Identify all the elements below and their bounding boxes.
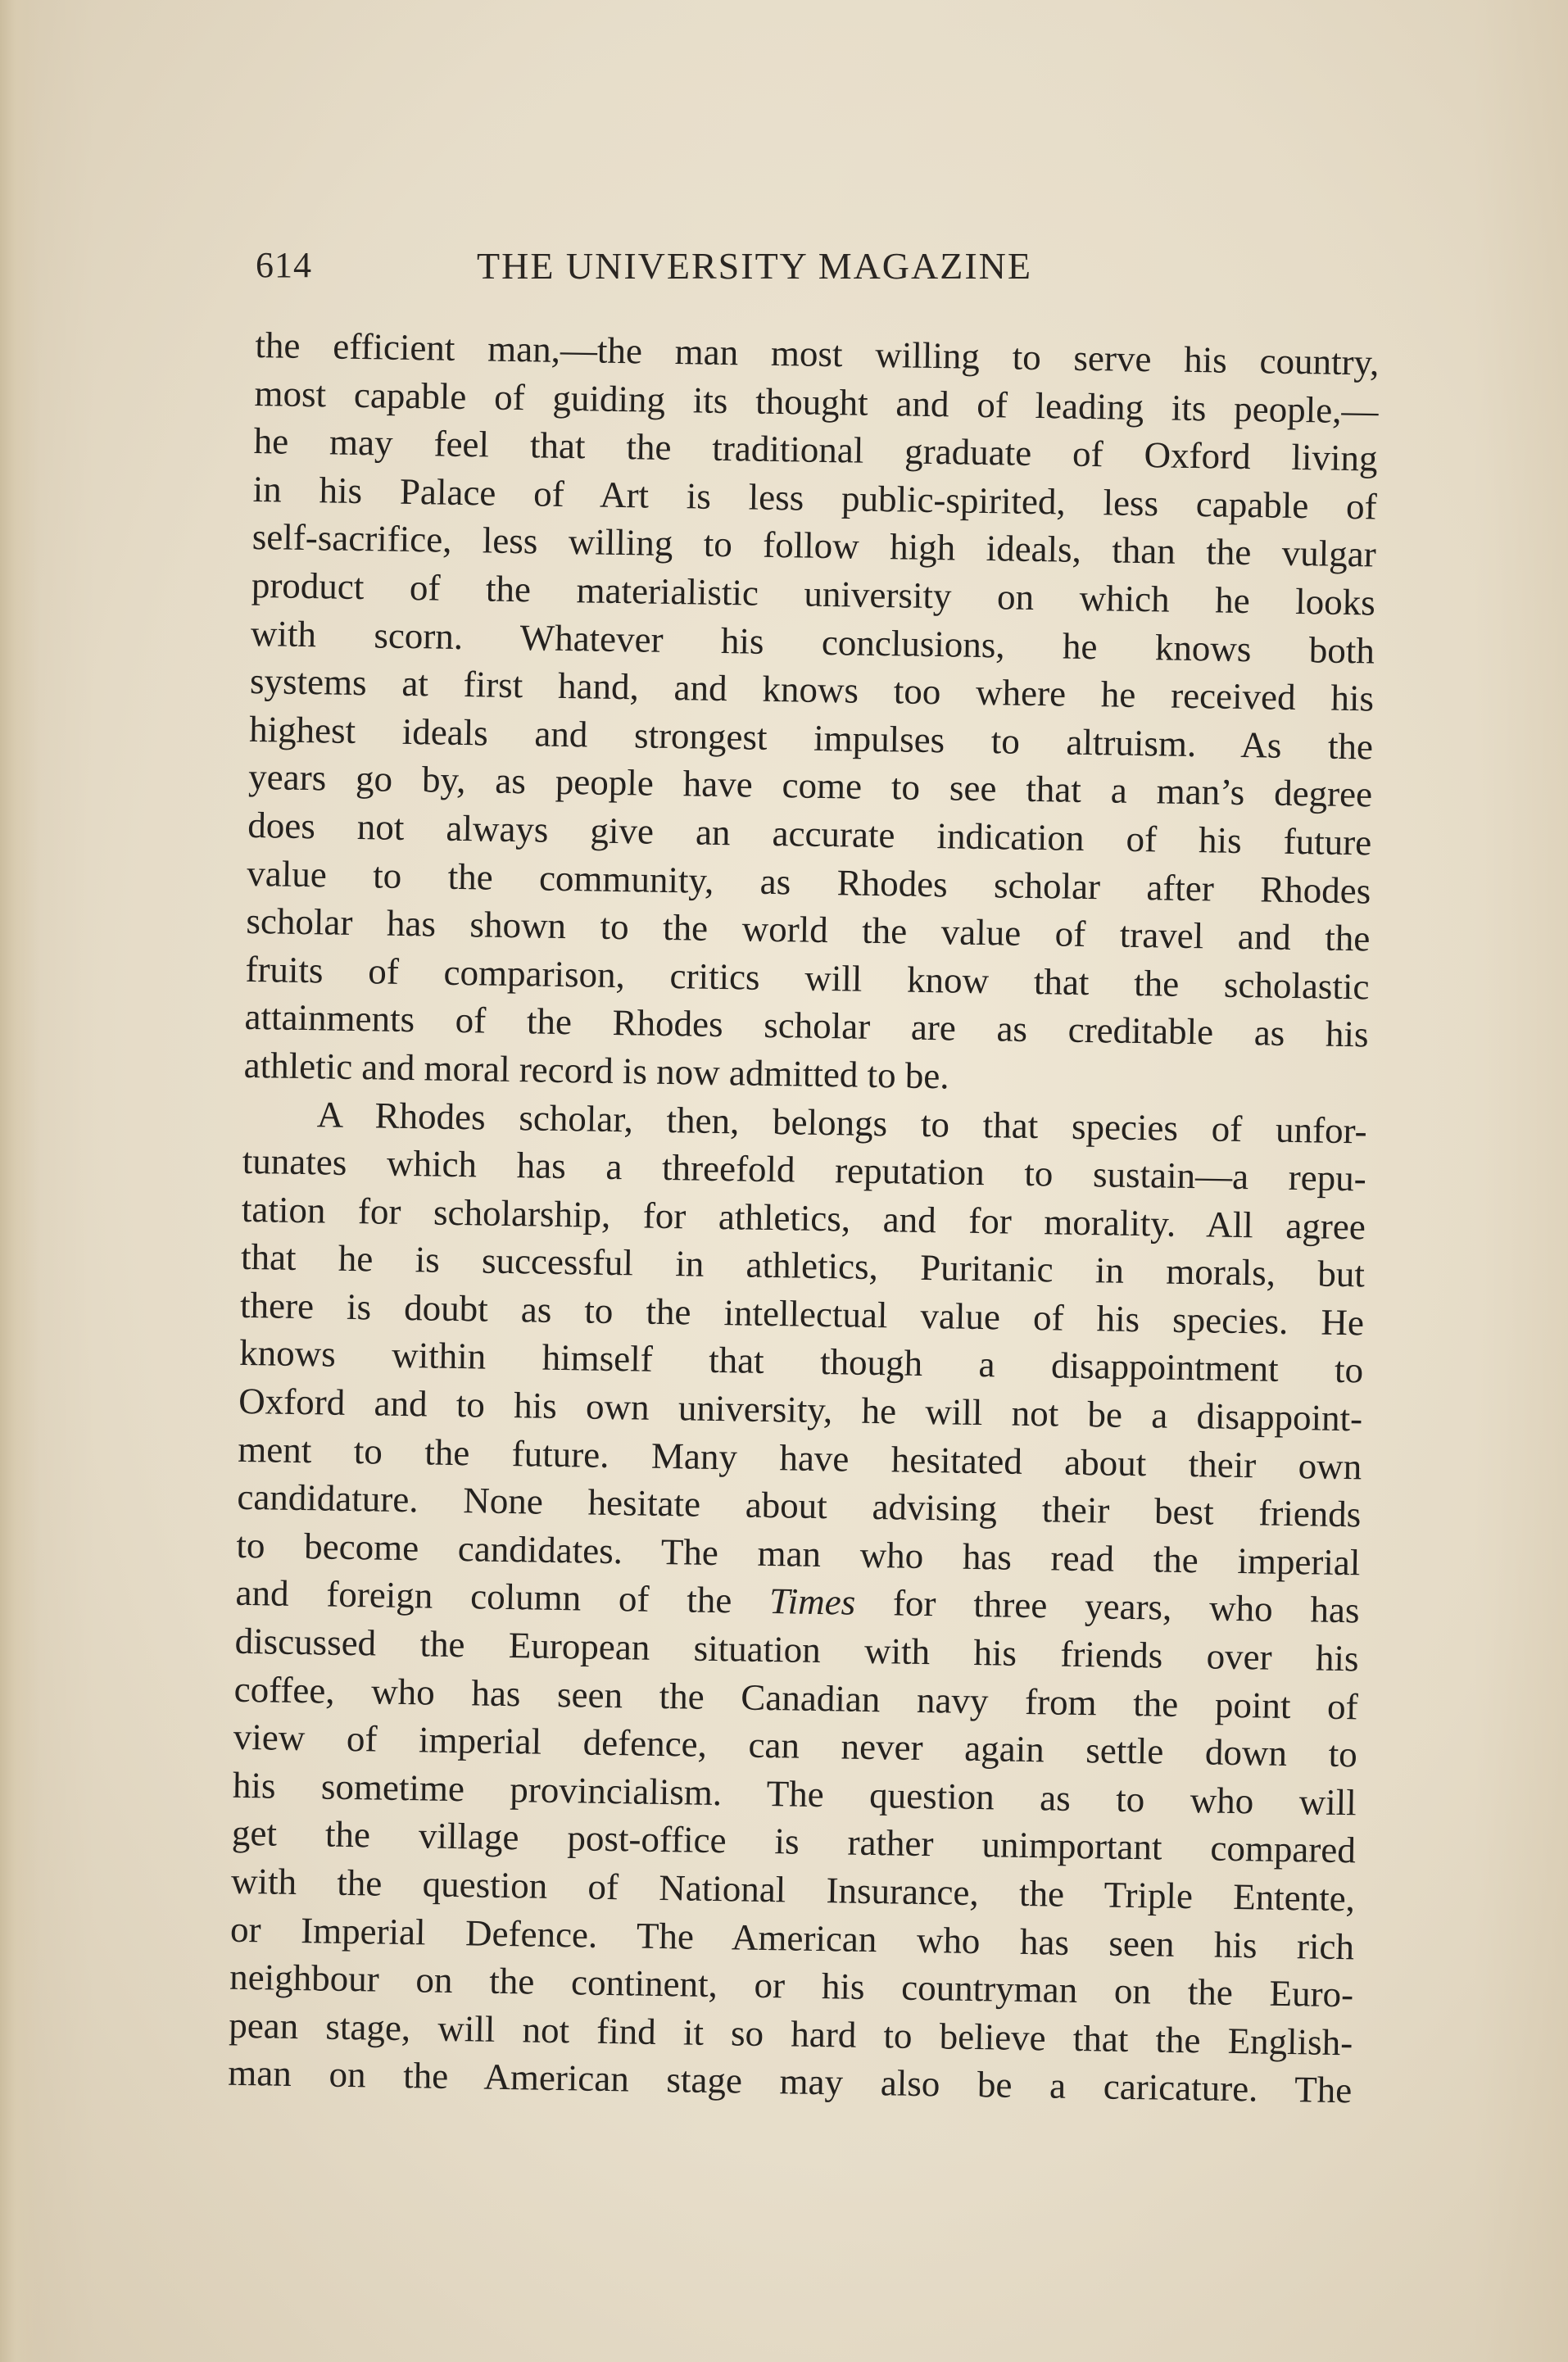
text-line: most capable of guiding its thought and of leading its people,— <box>254 372 1379 432</box>
text-line: his sometime provincialism. The question as to who will <box>232 1764 1357 1824</box>
text-line: knows within himself that though a disappointment to <box>238 1332 1364 1391</box>
text-line: attainments of the Rhodes scholar are as creditable as his <box>244 996 1369 1055</box>
text-line: tunates which has a threefold reputation to sustain—a repu- <box>242 1140 1367 1199</box>
page-header <box>256 239 1155 297</box>
text-line: to become candidates. The man who has read the imperial <box>236 1524 1361 1584</box>
text-line: man on the American stage may also be a caricature. The <box>228 2052 1353 2111</box>
text-line: with the question of National Insurance, the Triple Entente, <box>230 1860 1356 1920</box>
text-line: coffee, who has seen the Canadian navy from the point of <box>233 1668 1358 1727</box>
text-line: pean stage, will not find it so hard to believe that the English- <box>228 2004 1353 2064</box>
text-line: highest ideals and strongest impulses to altruism. As the <box>248 708 1374 768</box>
text-line: scholar has shown to the world the value of travel and the <box>246 900 1371 959</box>
text-line: in his Palace of Art is less public-spirited, less capable of <box>252 468 1378 528</box>
text-line: fruits of comparison, critics will know that the scholastic <box>245 948 1370 1008</box>
text-line: view of imperial defence, can never again settle down to <box>233 1716 1358 1775</box>
text-line: there is doubt as to the intellectual value of his species. He <box>239 1284 1365 1344</box>
text-line: Oxford and to his own university, he will not be a disappoint- <box>238 1380 1363 1439</box>
text-line: value to the community, as Rhodes scholar after Rhodes <box>247 852 1371 911</box>
text-line: the efficient man,—the man most willing to serve his country, <box>255 324 1380 383</box>
text-line: product of the materialistic university on which he looks <box>251 564 1376 623</box>
page-binding-edge <box>0 0 39 2362</box>
running-title: THE UNIVERSITY MAGAZINE <box>477 245 1032 287</box>
text-line: with scorn. Whatever his conclusions, he knows both <box>250 612 1375 672</box>
text-line: neighbour on the continent, or his countryman on the Euro- <box>229 1956 1354 2015</box>
text-segment: and foreign column of the <box>235 1572 732 1621</box>
text-line: that he is successful in athletics, Puritanic in morals, but <box>240 1236 1366 1295</box>
text-line: does not always give an accurate indication of his future <box>247 804 1372 864</box>
text-line: A Rhodes scholar, then, belongs to that species of unfor- <box>316 1093 1368 1151</box>
text-line: candidature. None hesitate about advising their best friends <box>237 1476 1362 1535</box>
text-line: systems at first hand, and knows too where he received his <box>249 660 1375 719</box>
text-line: get the village post-office is rather unimportant compared <box>231 1812 1357 1871</box>
text-line: athletic and moral record is now admitted to be. <box>243 1044 950 1097</box>
text-line: tation for scholarship, for athletics, and for morality. All agree <box>241 1188 1366 1248</box>
page-number: 614 <box>256 245 312 285</box>
body-text <box>228 321 1380 2115</box>
text-line: discussed the European situation with his friends over his <box>234 1620 1359 1680</box>
text-line: self-sacrifice, less willing to follow high ideals, than the vulgar <box>252 516 1377 575</box>
text-line: years go by, as people have come to see that a man’s degree <box>247 756 1373 815</box>
italic-title: Times <box>768 1580 856 1624</box>
text-line: he may feel that the traditional graduate of Oxford living <box>253 420 1378 479</box>
text-segment: for three years, who has <box>892 1582 1360 1631</box>
text-line: or Imperial Defence. The American who has seen his rich <box>229 1908 1355 1967</box>
text-line: ment to the future. Many have hesitated about their own <box>237 1428 1362 1488</box>
